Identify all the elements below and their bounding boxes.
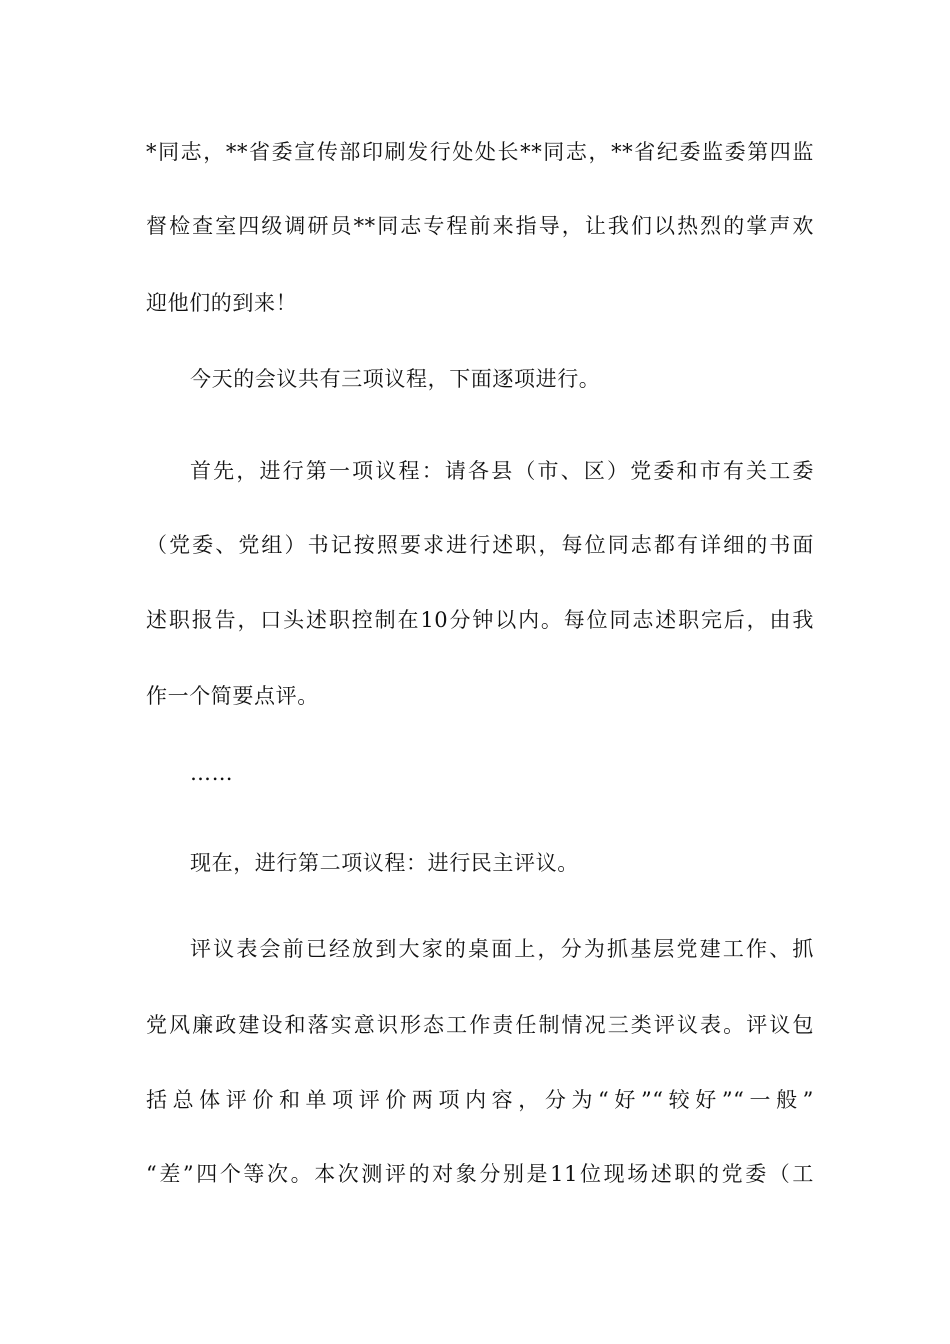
text-line: 述职报告，口头述职控制在10分钟以内。每位同志述职完后，由我 <box>146 608 814 632</box>
paragraph-first-line: 评议表会前已经放到大家的桌面上，分为抓基层党建工作、抓 <box>190 937 814 961</box>
paragraph-first-line: 首先，进行第一项议程：请各县（市、区）党委和市有关工委 <box>190 459 814 483</box>
paragraph-first-line: 现在，进行第二项议程：进行民主评议。 <box>190 851 579 875</box>
ellipsis-line: …… <box>190 761 234 785</box>
text-line: “差”四个等次。本次测评的对象分别是11位现场述职的党委（工 <box>146 1162 814 1186</box>
text-line: 督检查室四级调研员**同志专程前来指导，让我们以热烈的掌声欢 <box>146 214 814 238</box>
text-line: 迎他们的到来！ <box>146 291 298 315</box>
paragraph-first-line: 今天的会议共有三项议程，下面逐项进行。 <box>190 367 601 391</box>
text-line: （党委、党组）书记按照要求进行述职，每位同志都有详细的书面 <box>146 533 814 557</box>
text-line: 作一个简要点评。 <box>146 684 319 708</box>
text-line: 括总体评价和单项评价两项内容，分为“好”“较好”“一般” <box>146 1088 814 1112</box>
text-line: *同志，**省委宣传部印刷发行处处长**同志，**省纪委监委第四监 <box>146 140 814 164</box>
text-line: 党风廉政建设和落实意识形态工作责任制情况三类评议表。评议包 <box>146 1013 814 1037</box>
